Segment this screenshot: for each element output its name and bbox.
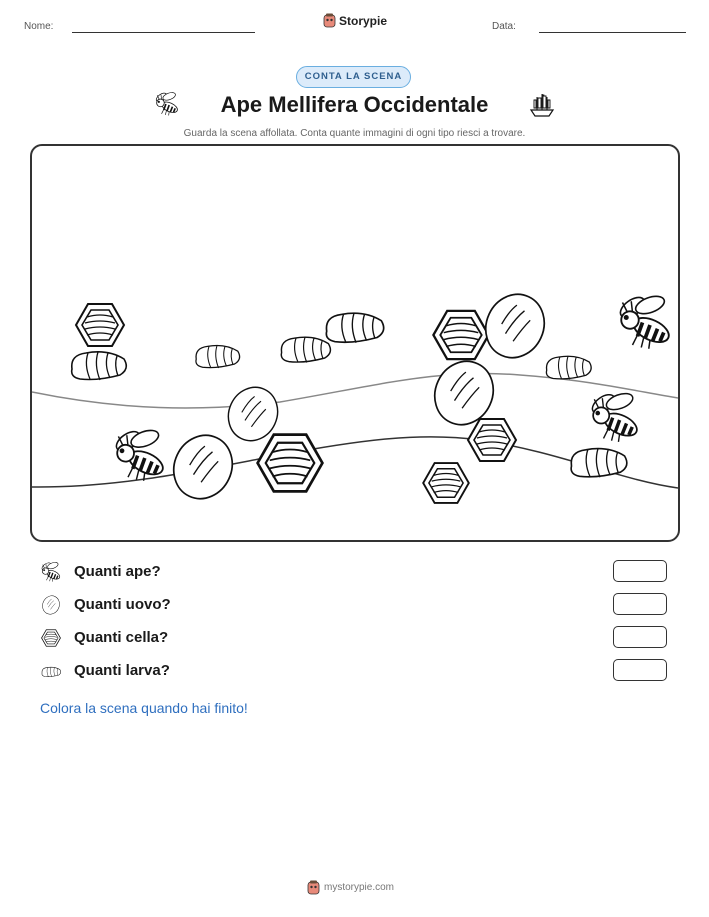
instructions: Guarda la scena affollata. Conta quante immagini di ogni tipo riesci a trovare.	[183, 128, 526, 139]
question-label: Quanti larva?	[74, 662, 170, 679]
cell-icon	[258, 435, 323, 492]
brand-name: Storypie	[339, 13, 388, 28]
scene-illustration	[32, 146, 678, 540]
question-row	[40, 593, 670, 619]
egg-icon	[40, 594, 62, 616]
answer-box[interactable]	[613, 626, 667, 648]
footer	[307, 880, 394, 895]
footer-url[interactable]: mystorypie.com	[324, 882, 395, 893]
date-label: Data:	[492, 21, 516, 32]
cell-icon	[433, 311, 488, 359]
name-field[interactable]	[72, 32, 255, 33]
question-row	[40, 560, 670, 586]
bee-icon	[113, 427, 166, 481]
mascot-icon	[323, 13, 336, 28]
date-field[interactable]	[539, 32, 686, 33]
egg-icon	[164, 426, 243, 509]
question-label: Quanti cella?	[74, 629, 169, 646]
mascot-icon	[307, 880, 320, 895]
coloring-hint: Colora la scena quando hai finito!	[40, 700, 248, 716]
larva-icon	[326, 313, 383, 343]
larva-icon	[196, 345, 240, 368]
larva-icon	[546, 356, 591, 379]
question-row	[40, 659, 670, 685]
question-row	[40, 626, 670, 652]
larva-icon	[281, 337, 330, 362]
bee-icon	[589, 390, 640, 441]
cell-icon	[40, 627, 62, 649]
cell-icon	[423, 463, 469, 503]
egg-icon	[476, 285, 555, 368]
bee-icon	[617, 293, 673, 349]
scene-panel[interactable]	[30, 144, 680, 542]
ship-icon	[528, 92, 556, 118]
larva-icon	[72, 352, 127, 380]
question-label: Quanti uovo?	[74, 596, 171, 613]
larva-icon	[571, 449, 627, 478]
answer-box[interactable]	[613, 659, 667, 681]
page-title: Ape Mellifera Occidentale	[220, 92, 489, 117]
name-label: Nome:	[24, 21, 54, 32]
cell-icon	[468, 419, 516, 461]
question-label: Quanti ape?	[74, 563, 161, 580]
bee-icon	[40, 561, 62, 583]
answer-box[interactable]	[613, 593, 667, 615]
answer-box[interactable]	[613, 560, 667, 582]
cell-icon	[76, 304, 124, 346]
section-badge: CONTA LA SCENA	[296, 66, 411, 88]
larva-icon	[40, 660, 62, 682]
brand-logo	[323, 13, 387, 28]
